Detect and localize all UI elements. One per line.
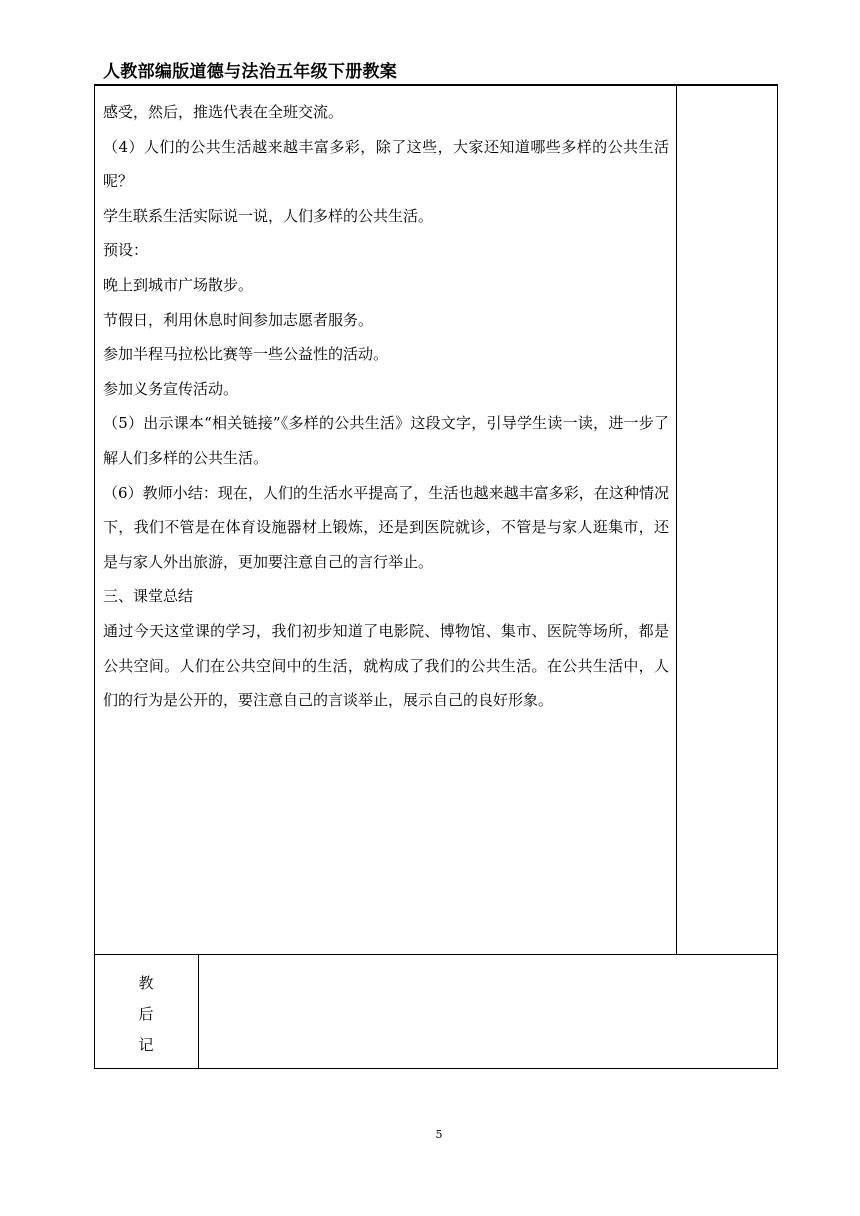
lesson-paragraph: 预设：	[103, 241, 149, 260]
page-number: 5	[435, 1128, 443, 1141]
lesson-paragraph: （5）出示课本“相关链接”《多样的公共生活》这段文字，引导学生读一读，进一步了解人们多样的公共生活。	[103, 414, 669, 467]
notes-label-char: 记	[138, 1036, 154, 1054]
document-header-title: 人教部编版道德与法治五年级下册教案	[103, 62, 398, 82]
table-column-divider	[676, 85, 677, 955]
lesson-paragraph: 参加义务宣传活动。	[103, 379, 239, 398]
section-heading: 三、课堂总结	[103, 587, 194, 606]
lesson-paragraph: 晚上到城市广场散步。	[103, 275, 254, 294]
lesson-paragraph: 通过今天这堂课的学习，我们初步知道了电影院、博物馆、集市、医院等场所，都是公共空间。人们在公共空间中的生活，就构成了我们的公共生活。在公共生活中，人们的行为是公开的，要注意自己的言谈举止，展示自己的良好形象。	[103, 621, 669, 710]
notes-label-char: 教	[138, 974, 154, 992]
lesson-content-cell	[103, 95, 669, 718]
lesson-paragraph: 感受，然后，推选代表在全班交流。	[103, 103, 344, 121]
lesson-paragraph: 节假日，利用休息时间参加志愿者服务。	[103, 310, 374, 329]
lesson-paragraph: （6）教师小结：现在，人们的生活水平提高了，生活也越来越丰富多彩，在这种情况下，我们不管是在体育设施器材上锻炼，还是到医院就诊，不管是与家人逛集市，还是与家人外出旅游，更加要注意自己的言行举止。	[103, 483, 669, 571]
notes-content-cell	[199, 955, 777, 1068]
notes-label	[94, 968, 198, 1061]
lesson-paragraph: （4）人们的公共生活越来越丰富多彩，除了这些，大家还知道哪些多样的公共生活呢？	[103, 137, 669, 191]
lesson-paragraph: 参加半程马拉松比赛等一些公益性的活动。	[103, 345, 389, 364]
notes-label-char: 后	[138, 1005, 154, 1023]
lesson-paragraph: 学生联系生活实际说一说，人们多样的公共生活。	[103, 206, 434, 225]
